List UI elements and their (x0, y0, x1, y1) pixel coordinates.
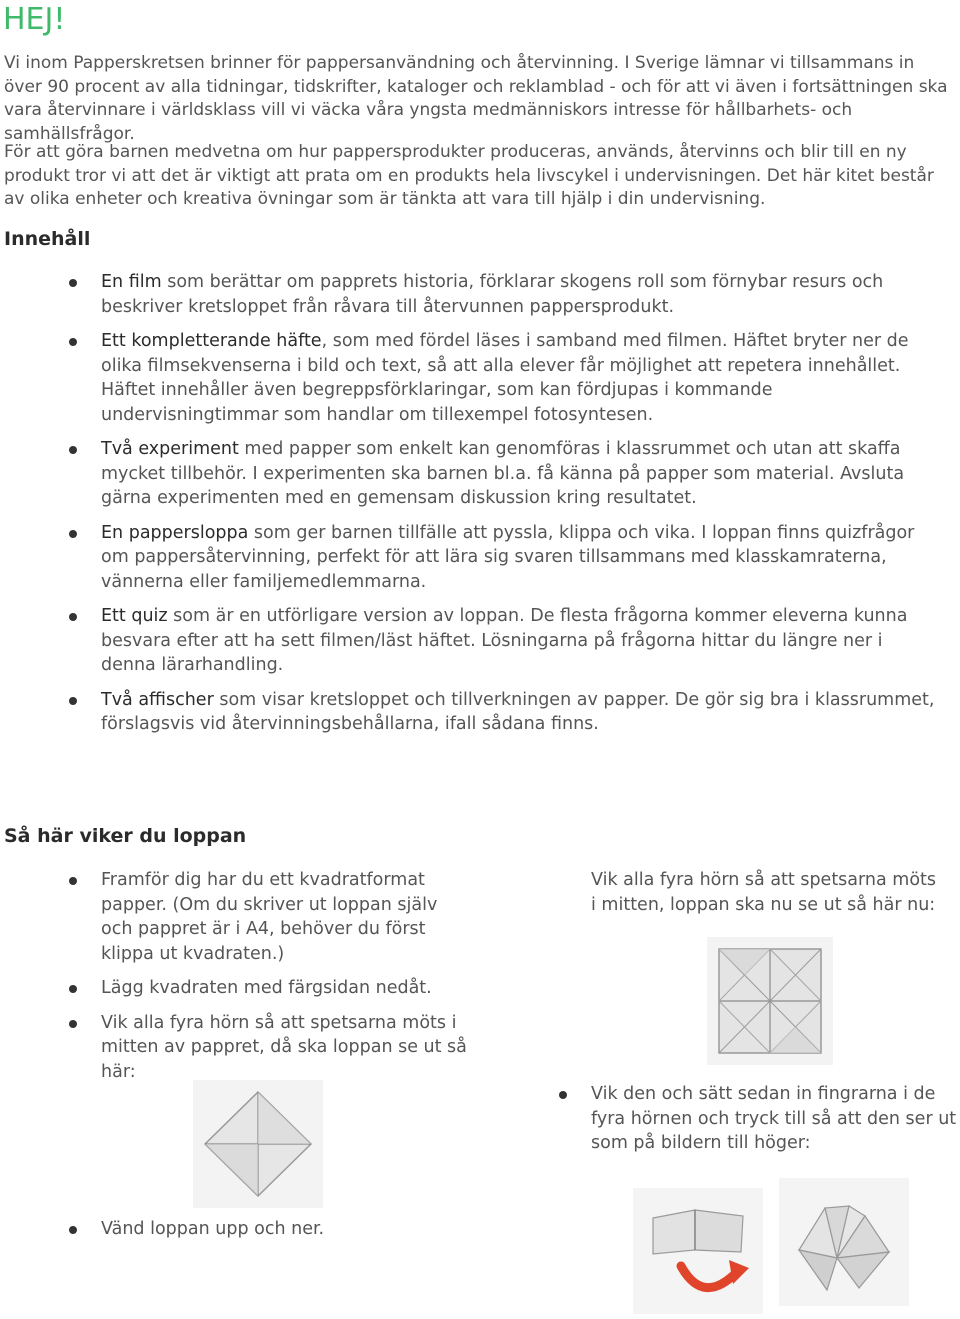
list-item (101, 868, 471, 966)
list-item (101, 604, 941, 678)
intro-paragraph-2: För att göra barnen medvetna om hur pappersprodukter produceras, används, återvinns och blir till en ny produkt tror vi att det är viktigt att prata om en produkts hela livscykel i undervisningen. Det här kitet består av olika enheter och kreativa övningar som är tänkta att vara till hjälp i din undervisning. (4, 142, 934, 209)
step-text: Vik alla fyra hörn så att spetsarna möts i mitten av pappret, då ska loppan se ut så här: (101, 1012, 467, 1082)
folding-hand-image (633, 1188, 763, 1314)
bullet-dot-icon (69, 1020, 77, 1028)
step-text: Vik den och sätt sedan in fingrarna i de fyra hörnen och tryck till så att den ser ut som på bildern till höger: (591, 1084, 957, 1153)
page-title: HEJ! (3, 2, 66, 37)
bullet-dot-icon (69, 985, 77, 993)
list-item (101, 270, 941, 319)
item-text: som ger barnen tillfälle att pyssla, klippa och vika. I loppan finns quizfrågor om pappersåtervinning, perfekt för att lära sig svaren tillsammans med klasskamraterna, vännerna eller familjemedlemmarna. (101, 522, 915, 592)
list-item (101, 1217, 501, 1242)
folding-steps-left (101, 868, 471, 1094)
folded-diamond-image (193, 1080, 323, 1208)
item-text: som är en utförligare version av loppan. De flesta frågorna kommer eleverna kunna besvara efter att ha sett filmen/läst häftet. Lösningarna på frågorna hittar du längre ner i denna lärarhandling. (101, 606, 908, 675)
list-item (101, 329, 941, 427)
bullet-dot-icon (69, 530, 77, 538)
list-item (101, 437, 941, 511)
bullet-dot-icon (69, 697, 77, 705)
step-text: Lägg kvadraten med färgsidan nedåt. (101, 978, 432, 998)
step-text: Vänd loppan upp och ner. (101, 1219, 325, 1239)
bullet-dot-icon (69, 613, 77, 621)
list-item (591, 1082, 959, 1156)
bullet-dot-icon (69, 877, 77, 885)
list-item (101, 976, 471, 1001)
intro-paragraph-1: Vi inom Papperskretsen brinner för pappersanvändning och återvinning. I Sverige lämnar vi tillsammans in över 90 procent av alla tidningar, tidskrifter, kataloger och reklamblad - och för att vi även i fortsättningen ska vara återvinnare i världsklass vill vi väcka våra yngsta medmänniskors intresse för hållbarhets- och samhällsfrågor. (4, 53, 948, 144)
item-text: som berättar om papprets historia, förklarar skogens roll som förnybar resurs och beskriver kretsloppet från råvara till återvunnen pappersprodukt. (101, 272, 884, 317)
step-text: Framför dig har du ett kvadratformat papper. (Om du skriver ut loppan själv och pappret är i A4, behöver du först klippa ut kvadraten.) (101, 870, 438, 964)
contents-list (101, 270, 941, 747)
item-lead: Ett quiz (101, 606, 168, 626)
folding-step-last (101, 1217, 501, 1242)
item-lead: Ett kompletterande häfte (101, 331, 322, 351)
item-text: som visar kretsloppet och tillverkningen av papper. De gör sig bra i klassrummet, förslagsvis vid återvinningsbehållarna, ifall sådana finns. (101, 689, 935, 734)
folding-step-right: Vik alla fyra hörn så att spetsarna möts i mitten, loppan ska nu se ut så här nu: (591, 870, 937, 915)
item-lead: En pappersloppa (101, 522, 249, 543)
bullet-dot-icon (69, 1226, 77, 1234)
item-text: med papper som enkelt kan genomföras i klassrummet och utan att skaffa mycket tillbehör. I experimenten ska barnen bl.a. få känna på papper som material. Avsluta gärna experimenten med en gemensam diskussion kring resultatet. (101, 439, 905, 508)
bullet-dot-icon (69, 338, 77, 346)
folding-steps-right (591, 1082, 959, 1156)
bullet-dot-icon (69, 279, 77, 287)
folded-square-image (707, 937, 833, 1065)
list-item (101, 1011, 471, 1085)
list-item (101, 521, 941, 595)
finished-loppa-image (779, 1178, 909, 1306)
contents-heading: Innehåll (4, 228, 91, 250)
bullet-dot-icon (559, 1091, 567, 1099)
folding-heading: Så här viker du loppan (4, 825, 247, 847)
item-lead: Två affischer (101, 689, 214, 710)
bullet-dot-icon (69, 446, 77, 454)
item-text: , som med fördel läses i samband med filmen. Häftet bryter ner de olika filmsekvenserna i bild och text, så att alla elever får möjlighet att repetera innehållet. Häftet innehåller även begreppsförklaringar, som kan fördjupas i kommande undervisningtimmar som handlar om tillexempel fotosyntesen. (101, 331, 909, 425)
item-lead: En film (101, 272, 162, 292)
item-lead: Två experiment (101, 439, 239, 459)
list-item (101, 688, 941, 737)
